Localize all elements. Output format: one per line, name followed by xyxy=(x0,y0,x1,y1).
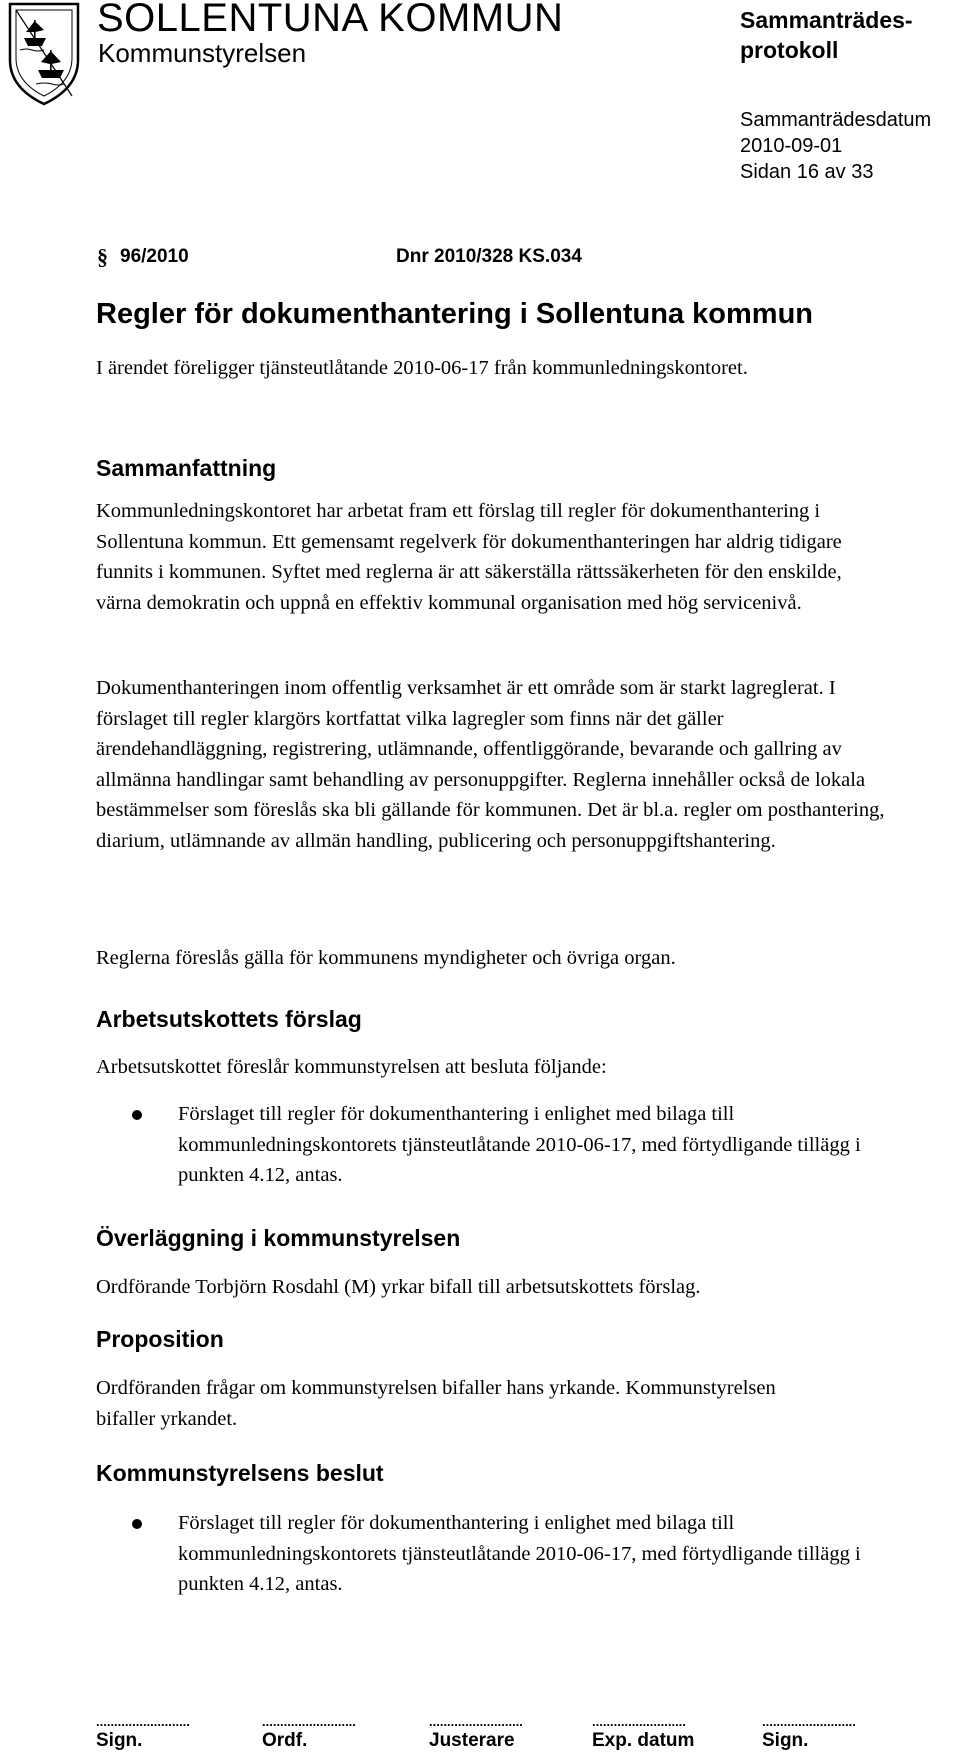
case-number: 96/2010 xyxy=(120,246,189,267)
decision-heading: Kommunstyrelsens beslut xyxy=(96,1460,384,1486)
section-sign-icon xyxy=(96,247,114,267)
summary-paragraph-2: Dokumenthanteringen inom offentlig verksamhet är ett område som är starkt lagreglerat. I förslaget till regler klargörs kortfattat vilka lagregler som finns när det gäller ärendehandläggning, registrering, utlämnande, offentliggörande, bevarande och gallring av allmänna handlingar samt behandling av personuppgifter. Reglerna innehåller också de lokala bestämmelser som föreslås ska bli gällande för kommunen. Det är bl.a. regler om posthantering, diarium, utlämnande av allmän handling, publicering och personuppgiftshantering. xyxy=(96,677,885,852)
document-type-line1: Sammanträdes- xyxy=(740,7,913,33)
document-type xyxy=(740,5,913,65)
municipal-crest-icon xyxy=(6,0,82,106)
committee-proposal-intro: Arbetsutskottet föreslår kommunstyrelsen att besluta följande: xyxy=(96,1056,607,1078)
page-title: Regler för dokumenthantering i Sollentuna kommun xyxy=(96,298,813,330)
committee-proposal-item-text: Förslaget till regler för dokumenthantering i enlighet med bilaga till kommunledningskontorets tjänsteutlåtande 2010-06-17, med förtydligande tillägg i punkten 4.12, antas. xyxy=(178,1103,861,1186)
organization-name: SOLLENTUNA KOMMUN xyxy=(97,0,564,40)
signature-line-4: .......................... xyxy=(592,1714,686,1729)
bullet-icon xyxy=(132,1110,142,1120)
deliberation-text: Ordförande Torbjörn Rosdahl (M) yrkar bifall till arbetsutskottets förslag. xyxy=(96,1276,701,1298)
footer-label-exp-datum: Exp. datum xyxy=(592,1730,695,1751)
intro-paragraph: I ärendet föreligger tjänsteutlåtande 2010-06-17 från kommunledningskontoret. xyxy=(96,357,748,379)
diary-number: Dnr 2010/328 KS.034 xyxy=(396,246,582,267)
signature-line-2: .......................... xyxy=(262,1714,356,1729)
footer-label-ordf: Ordf. xyxy=(262,1730,308,1751)
footer-label-justerare: Justerare xyxy=(429,1730,515,1751)
committee-proposal-heading: Arbetsutskottets förslag xyxy=(96,1006,362,1032)
meeting-date-label: Sammanträdesdatum xyxy=(740,109,932,131)
document-type-line2: protokoll xyxy=(740,37,839,63)
signature-line-5: .......................... xyxy=(762,1714,856,1729)
summary-heading: Sammanfattning xyxy=(96,455,277,481)
proposition-text: Ordföranden frågar om kommunstyrelsen bifaller hans yrkande. Kommunstyrelsen bifaller yrkandet. xyxy=(96,1377,776,1430)
summary-paragraph-3: Reglerna föreslås gälla för kommunens myndigheter och övriga organ. xyxy=(96,947,676,969)
signature-line-1: .......................... xyxy=(96,1714,190,1729)
svg-text:§: § xyxy=(97,247,108,267)
signature-line-3: .......................... xyxy=(429,1714,523,1729)
meeting-info xyxy=(740,107,931,185)
organization-unit: Kommunstyrelsen xyxy=(98,38,307,68)
meeting-date: 2010-09-01 xyxy=(740,135,843,157)
bullet-icon xyxy=(132,1519,142,1529)
summary-paragraph-1: Kommunledningskontoret har arbetat fram ett förslag till regler för dokumenthantering i Sollentuna kommun. Ett gemensamt regelverk för dokumenthanteringen har aldrig tidigare funnits i kommunen. Syftet med reglerna är att säkerställa rättssäkerheten för den enskilde, värna demokratin och uppnå en effektiv kommunal organisation med hög servicenivå. xyxy=(96,500,842,614)
proposition-heading: Proposition xyxy=(96,1326,224,1352)
footer-label-sign-1: Sign. xyxy=(96,1730,143,1751)
page-info: Sidan 16 av 33 xyxy=(740,161,874,183)
decision-item-text: Förslaget till regler för dokumenthantering i enlighet med bilaga till kommunledningskontorets tjänsteutlåtande 2010-06-17, med förtydligande tillägg i punkten 4.12, antas. xyxy=(178,1512,861,1595)
deliberation-heading: Överläggning i kommunstyrelsen xyxy=(96,1225,461,1251)
footer-label-sign-2: Sign. xyxy=(762,1730,809,1751)
